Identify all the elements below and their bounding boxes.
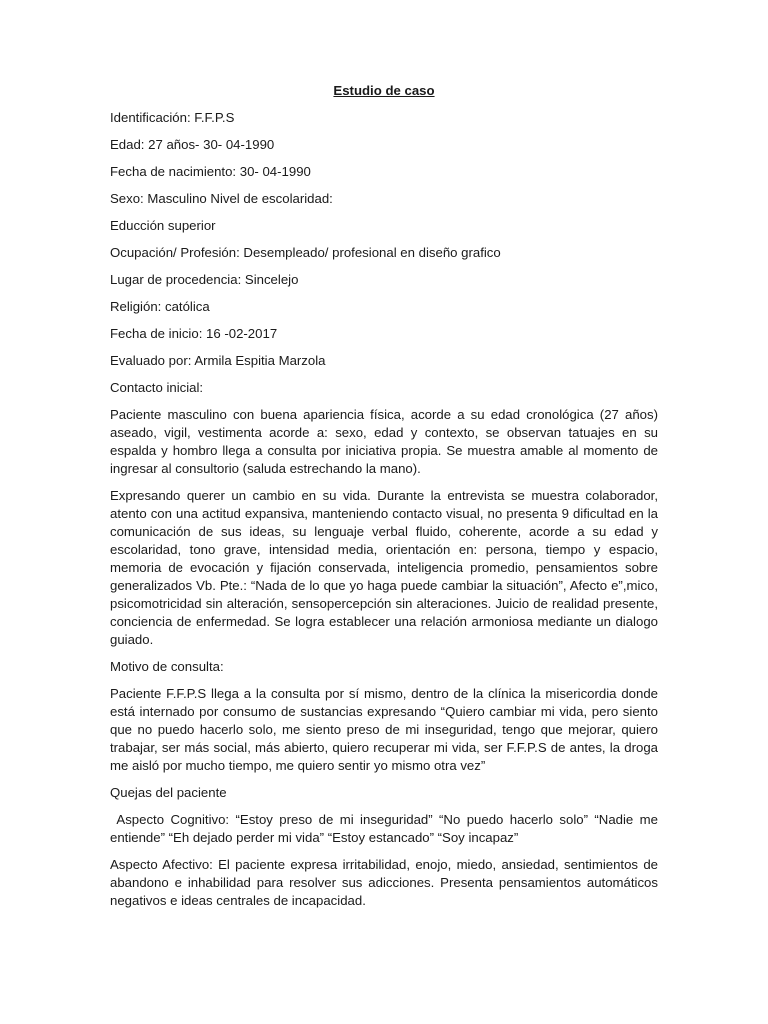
motivo-heading: Motivo de consulta: [110, 659, 224, 674]
motivo-paragraph: Paciente F.F.P.S llega a la consulta por sí mismo, dentro de la clínica la misericordia donde está internado por consumo de sustancias expresando “Quiero cambiar mi vida, pero siento que no puedo hacerlo solo, me siento preso de mi inseguridad, tengo que mejorar, quiero trabajar, ser más social, más abierto, quiero recuperar mi vida, ser F.F.P.S de antes, la droga me aisló por mucho tiempo, me quiero sentir yo mismo otra vez” [110, 686, 658, 773]
quejas-heading: Quejas del paciente [110, 785, 227, 800]
contacto-paragraph-2: Expresando querer un cambio en su vida. Durante la entrevista se muestra colaborador, atento con una actitud expansiva, manteniendo contacto visual, no presenta 9 dificultad en la comunicación de sus ideas, su lenguaje verbal fluido, coherente, acorde a su edad y escolaridad, tono grave, intensidad media, orientación en: persona, tiempo y espacio, memoria de evocación y fijación conservada, inteligencia promedio, pensamientos sobre generalizados Vb. Pte.: “Nada de lo que yo haga puede cambiar la situación”, Afecto e”,mico, psicomotricidad sin alteración, sensopercepción sin alteraciones. Juicio de realidad presente, conciencia de enfermedad. Se logra establecer una relación armoniosa mediante un dialogo guiado. [110, 488, 658, 647]
document-page [110, 82, 662, 919]
contacto-inicial-heading: Contacto inicial: [110, 380, 204, 395]
field-ocupacion: Ocupación/ Profesión: Desempleado/ profesional en diseño grafico [110, 245, 501, 260]
document-title: Estudio de caso [333, 83, 435, 98]
field-religion: Religión: católica [110, 299, 210, 314]
field-sexo-escolaridad: Sexo: Masculino Nivel de escolaridad: [110, 191, 333, 206]
field-edad: Edad: 27 años- 30- 04-1990 [110, 137, 275, 152]
field-fecha-inicio: Fecha de inicio: 16 -02-2017 [110, 326, 278, 341]
field-educacion: Educción superior [110, 218, 216, 233]
field-identificacion: Identificación: F.F.P.S [110, 110, 235, 125]
field-procedencia: Lugar de procedencia: Sincelejo [110, 272, 299, 287]
field-evaluado-por: Evaluado por: Armila Espitia Marzola [110, 353, 326, 368]
aspecto-afectivo-paragraph: Aspecto Afectivo: El paciente expresa irritabilidad, enojo, miedo, ansiedad, sentimientos de abandono e inhabilidad para resolver sus adicciones. Presenta pensamientos automáticos negativos e ideas centrales de incapacidad. [110, 857, 658, 908]
aspecto-cognitivo-paragraph: Aspecto Cognitivo: “Estoy preso de mi inseguridad” “No puedo hacerlo solo” “Nadie me entiende” “Eh dejado perder mi vida” “Estoy estancado” “Soy incapaz” [110, 812, 662, 845]
field-fecha-nacimiento: Fecha de nacimiento: 30- 04-1990 [110, 164, 311, 179]
contacto-paragraph-1: Paciente masculino con buena apariencia física, acorde a su edad cronológica (27 años) aseado, vigil, vestimenta acorde a: sexo, edad y contexto, se observan tatuajes en su espalda y hombro llega a consulta por iniciativa propia. Se muestra amable al momento de ingresar al consultorio (saluda estrechando la mano). [110, 407, 658, 476]
